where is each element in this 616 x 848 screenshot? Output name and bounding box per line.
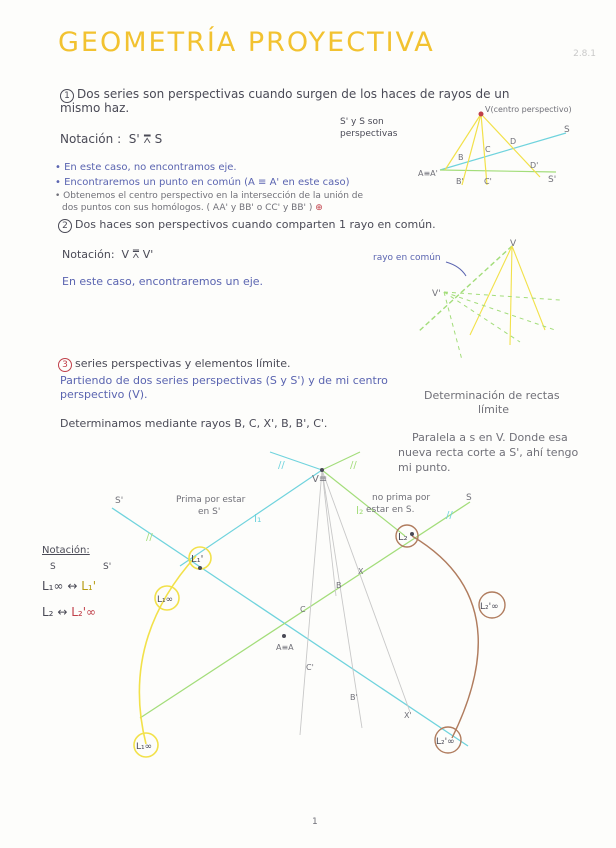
badge-icon: ⊕ [315,203,323,213]
d3-label-x-prime: X' [404,711,412,720]
d3-point-l2 [410,532,414,536]
section3-line3: Determinamos mediante rayos B, C, X', B, B', C'. [60,417,328,430]
section2-line3: En este caso, encontraremos un eje. [62,275,264,288]
d3-label-c: C [300,605,306,614]
d3-noprima-note-line1: no prima por [372,493,431,503]
d3-hash-1: // [278,460,285,471]
diagram1 [418,105,572,186]
section3-right-note-line1: Paralela a s en V. Donde esa [412,431,568,444]
page-corner-number: 2.8.1 [573,49,596,59]
section3-right-title-line1: Determinación de rectas [424,389,560,402]
section1-number: 1 [60,89,74,103]
d3-label-b-prime: B' [350,693,358,702]
section1-note-line2: perspectivas [340,129,398,139]
section3-number: 3 [58,358,72,372]
footer-page-number: 1 [312,817,318,827]
d3-hash-3: // [146,532,153,543]
d1-label-c-prime: C' [484,177,492,186]
section3-right-note-line3: mi punto. [398,461,451,474]
d3-label-l2inf-bottom: L₂'∞ [436,737,455,747]
diagram3 [112,452,505,757]
d3-hash-2: // [350,460,357,471]
section1-note-line1: S' y S son [340,117,384,127]
d3-noprima-note-line2: estar en S. [366,505,415,515]
d3-label-l1inf-top: L₁∞ [157,595,174,605]
d1-label-d: D [510,137,517,146]
section1-bullet3-line2: dos puntos con sus homólogos. ( AA' y BB' o CC' y BB' ) ⊕ [62,203,323,213]
d3-prima-note-line1: Prima por estar [176,495,246,505]
d3-label-l1prime: L₁' [191,554,204,565]
d2-label-ray: rayo en común [373,253,441,263]
d3-label-l2: l₂ [356,504,364,517]
d3-label-l1inf-bottom: L₁∞ [136,742,153,752]
d1-line-s-prime [440,170,556,172]
d3-prima-note-line2: en S' [198,507,221,517]
d3-ray-c [300,470,322,735]
d2-v-ray3 [512,246,545,330]
section3-title: 3 series perspectivas y elementos límite. [58,358,291,372]
d1-label-s-prime: S' [548,175,557,185]
diagram2 [373,239,560,360]
notation-row2: L₂ ↔ L₂'∞ [42,605,97,619]
d3-label-b: B [336,581,342,590]
section1-notation: Notación : S' ⩞ S [60,132,163,146]
d3-label-v: V≡ [312,474,328,485]
section1-line2: mismo haz. [60,101,130,115]
d3-brown-arc [412,536,478,738]
d3-label-l2inf-top: L₂'∞ [480,602,499,612]
section1-bullet1: • En este caso, no encontramos eje. [55,162,237,173]
d2-label-v: V [510,239,517,249]
page-title: GEOMETRÍA PROYECTIVA [58,27,435,58]
notation-row1: L₁∞ ↔ L₁' [42,579,97,593]
section3-line2: perspectivo (V). [60,388,148,401]
section1-bullet2: • Encontraremos un punto en común (A ≡ A' en este caso) [55,177,350,188]
d2-vp-ray3 [444,292,520,342]
section1-line1: 1 Dos series son perspectivas cuando surgen de los haces de rayos de un [60,88,510,103]
d2-callout-arrow [446,262,466,276]
section2-line1: 2 Dos haces son perspectivos cuando comparten 1 rayo en común. [58,219,436,233]
d2-v-ray1 [470,246,512,335]
notation-sp: S' [103,562,112,572]
d2-label-v-prime: V' [432,289,441,299]
d3-label-s: S [466,493,472,503]
section3-right-title-line2: límite [478,403,509,416]
d1-center-point [479,112,484,117]
notation-s: S [50,562,56,572]
d1-label-d-prime: D' [530,161,539,170]
section2-notation: Notación: V ⩞ V' [62,248,154,261]
d1-label-b-prime: B' [456,177,464,186]
d2-vp-ray2 [444,292,555,330]
d2-v-ray2 [510,246,512,345]
d3-hash-4: // [446,510,453,521]
d1-label-b: B [458,153,464,162]
d1-label-v: V(centro perspectivo) [485,105,572,114]
d3-label-c-prime: C' [306,663,314,672]
d1-label-a: A≡A' [418,169,438,178]
d3-label-s-prime: S' [115,496,124,506]
d3-label-l2: L₂ [398,532,408,543]
d3-label-a: A≡A [276,643,294,652]
section2-number: 2 [58,219,72,233]
d3-line-l1 [180,470,322,566]
section3-line1: Partiendo de dos series perspectivas (S y S') y de mi centro [60,374,388,387]
d1-line-s [440,133,566,170]
d1-label-s: S [564,125,570,135]
section3-right-note-line2: nueva recta corte a S', ahí tengo [398,446,579,459]
section1-bullet3-line1: • Obtenemos el centro perspectivo en la intersección de la unión de [55,191,364,201]
d3-point-v [320,468,324,472]
d3-label-l1: l₁ [254,512,262,525]
d1-label-c: C [485,145,491,154]
d3-yellow-arc [139,556,196,744]
d3-point-l1prime [198,566,202,570]
notation-title: Notación: [42,545,90,556]
d3-point-a [282,634,286,638]
d1-ray-b [462,114,481,185]
d2-vp-ray1 [444,292,560,300]
d3-label-x: X [358,567,364,576]
